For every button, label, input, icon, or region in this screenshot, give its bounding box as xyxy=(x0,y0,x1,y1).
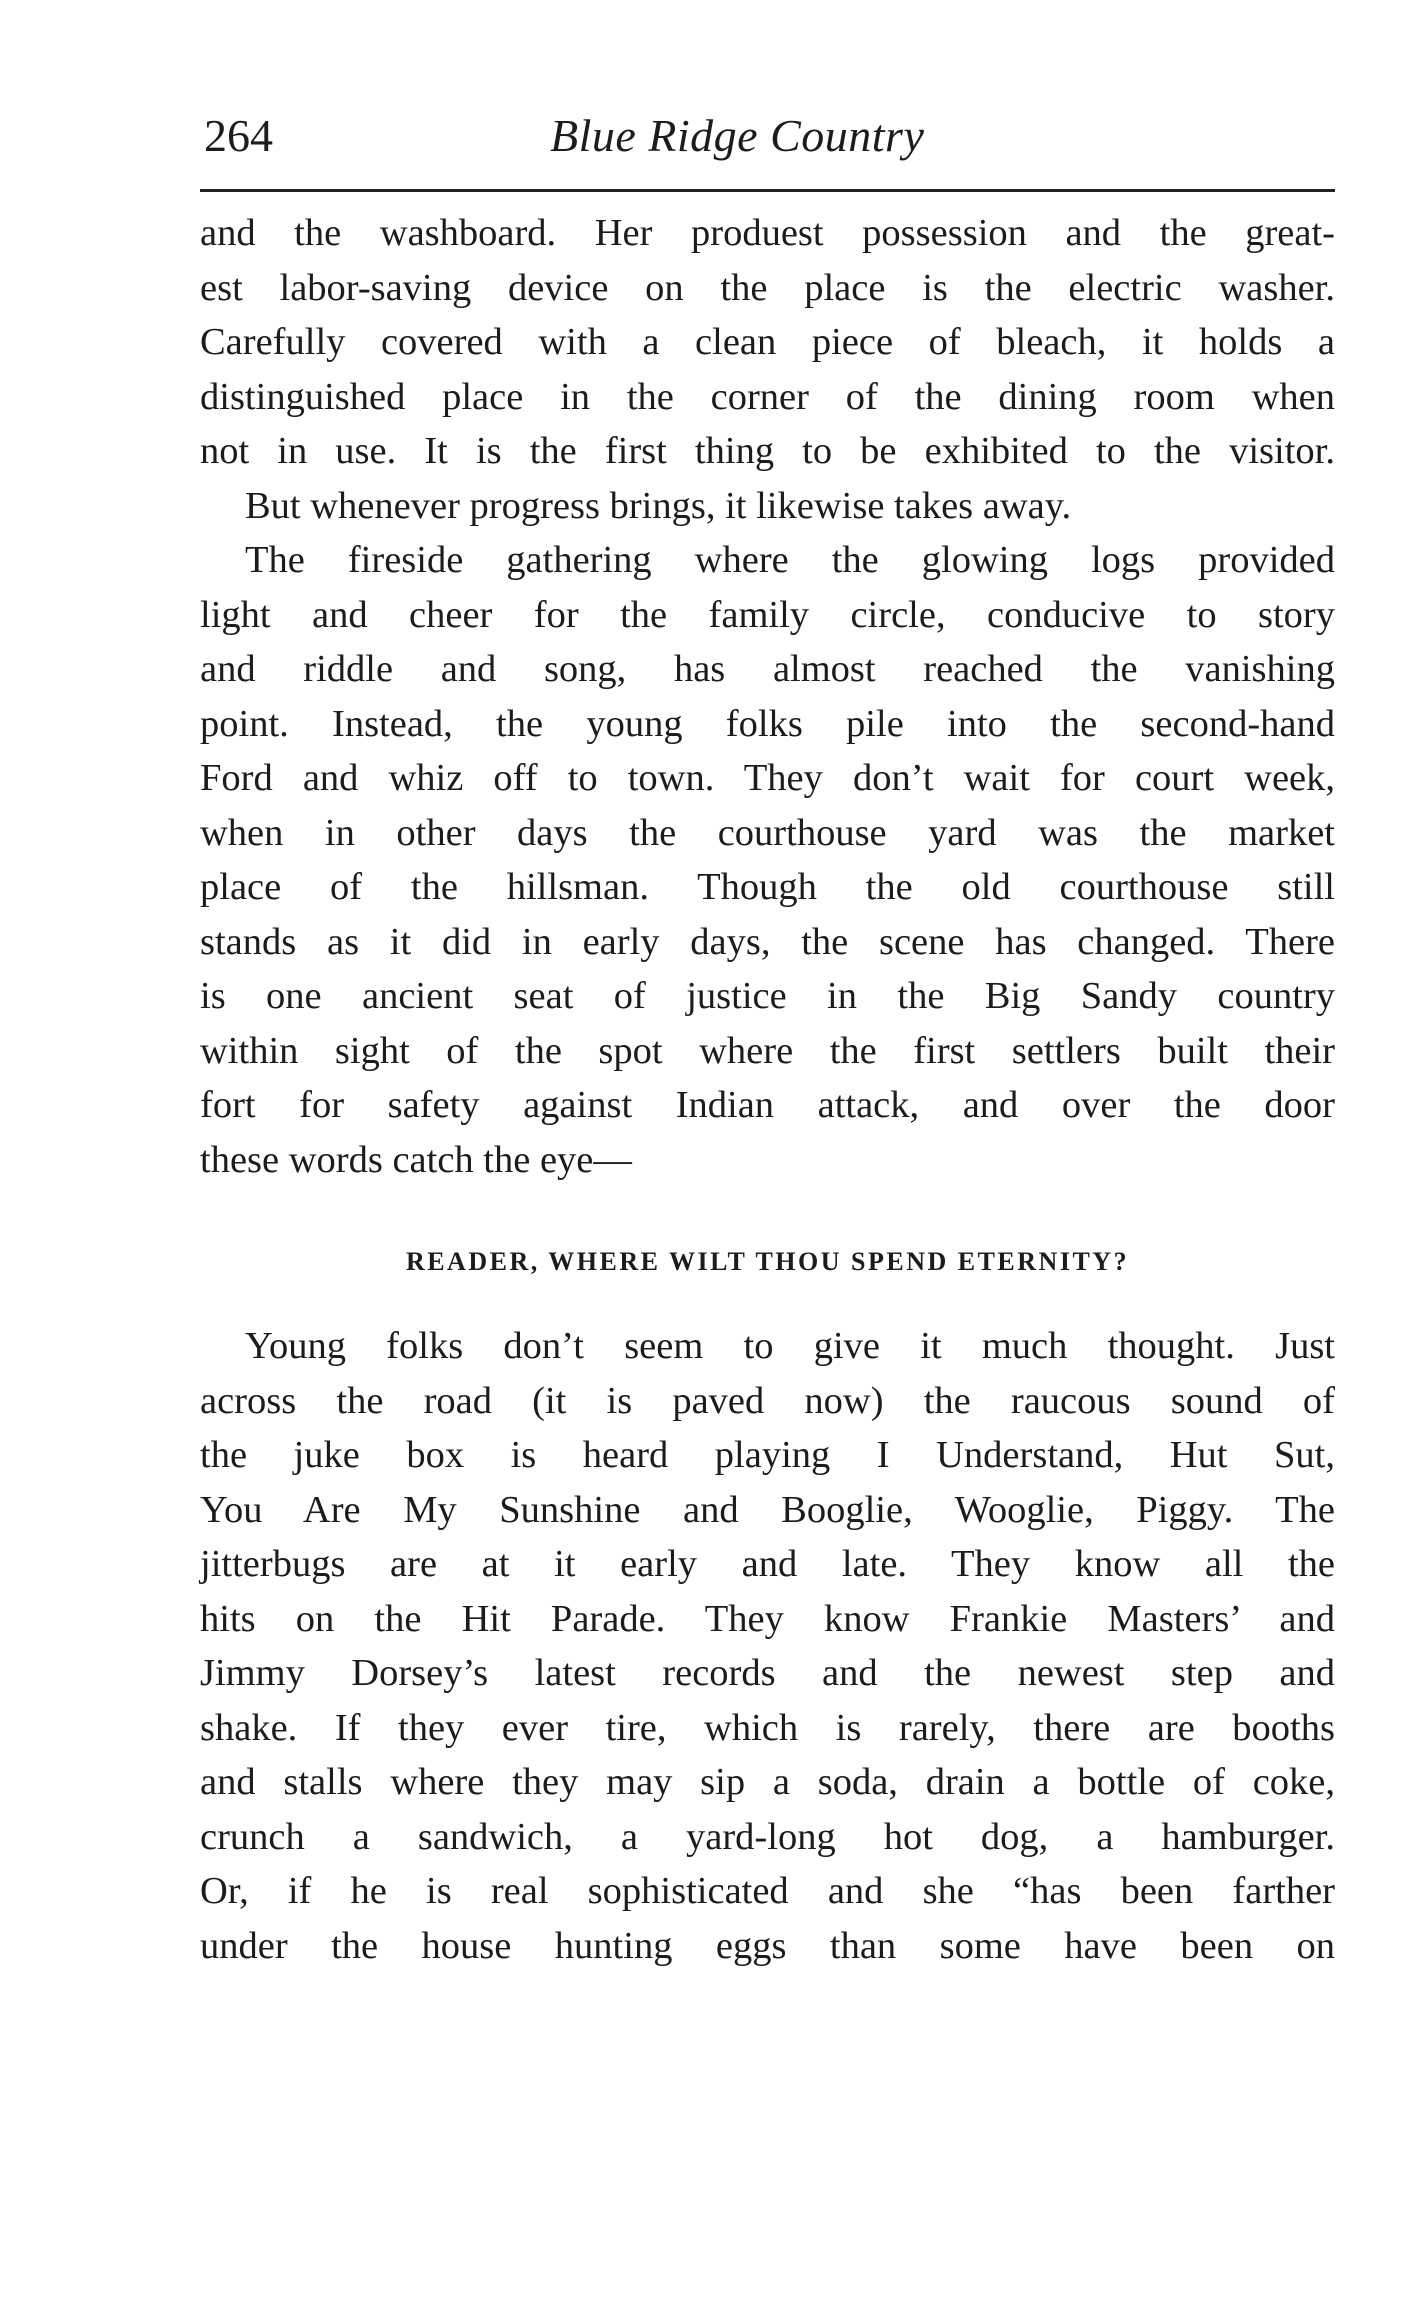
inscription-heading: READER, WHERE WILT THOU SPEND ETERNITY? xyxy=(405,1247,1130,1276)
text-line: The fireside gathering where the glowing logs provided xyxy=(245,539,1335,581)
paragraph-3 xyxy=(200,1319,1335,1973)
paragraph-short xyxy=(200,479,1335,534)
paragraph-2 xyxy=(200,533,1335,1187)
text-line: Young folks don’t seem to give it much thought. Just xyxy=(245,1325,1335,1367)
text-line: light and cheer for the family circle, conducive to story xyxy=(200,593,1335,636)
book-page xyxy=(200,105,1380,1973)
text-line: within sight of the spot where the first settlers built their xyxy=(200,1029,1335,1072)
text-line: not in use. It is the first thing to be exhibited to the visitor. xyxy=(200,430,1335,472)
body-text xyxy=(200,206,1335,1187)
text-line: jitterbugs are at it early and late. They know all the xyxy=(200,1543,1335,1585)
text-line: fort for safety against Indian attack, and over the door xyxy=(200,1084,1335,1126)
text-line: is one ancient seat of justice in the Big Sandy country xyxy=(200,975,1335,1017)
text-line: But whenever progress brings, it likewise takes away. xyxy=(245,484,1072,527)
text-line: stands as it did in early days, the scene has changed. There xyxy=(200,920,1335,963)
text-line: shake. If they ever tire, which is rarely, there are booths xyxy=(200,1706,1335,1749)
text-line: and stalls where they may sip a soda, drain a bottle of coke, xyxy=(200,1761,1335,1803)
text-line: these words catch the eye— xyxy=(200,1138,632,1181)
text-line: You Are My Sunshine and Booglie, Wooglie, Piggy. The xyxy=(200,1488,1335,1531)
text-line: Or, if he is real sophisticated and she “has been farther xyxy=(200,1870,1335,1912)
paragraph-1 xyxy=(200,206,1335,479)
text-line: under the house hunting eggs than some have been on xyxy=(200,1924,1335,1967)
text-line: hits on the Hit Parade. They know Frankie Masters’ and xyxy=(200,1597,1335,1640)
text-line: and the washboard. Her produest possession and the great- xyxy=(200,212,1335,254)
text-line: when in other days the courthouse yard was the market xyxy=(200,811,1335,854)
text-line: the juke box is heard playing I Understand, Hut Sut, xyxy=(200,1434,1335,1476)
page-header xyxy=(200,105,1380,167)
header-rule xyxy=(200,189,1335,192)
text-line: point. Instead, the young folks pile into the second-hand xyxy=(200,702,1335,745)
text-line: Ford and whiz off to town. They don’t wait for court week, xyxy=(200,757,1335,799)
text-line: crunch a sandwich, a yard-long hot dog, a hamburger. xyxy=(200,1815,1335,1858)
text-line: place of the hillsman. Though the old courthouse still xyxy=(200,866,1335,908)
text-line: Jimmy Dorsey’s latest records and the newest step and xyxy=(200,1652,1335,1694)
text-line: est labor-saving device on the place is the electric washer. xyxy=(200,266,1335,309)
text-line: distinguished place in the corner of the dining room when xyxy=(200,375,1335,418)
text-line: across the road (it is paved now) the raucous sound of xyxy=(200,1379,1335,1422)
running-title: Blue Ridge Country xyxy=(550,110,925,161)
text-line: and riddle and song, has almost reached the vanishing xyxy=(200,648,1335,690)
text-line: Carefully covered with a clean piece of bleach, it holds a xyxy=(200,321,1335,363)
page-number: 264 xyxy=(204,110,273,161)
